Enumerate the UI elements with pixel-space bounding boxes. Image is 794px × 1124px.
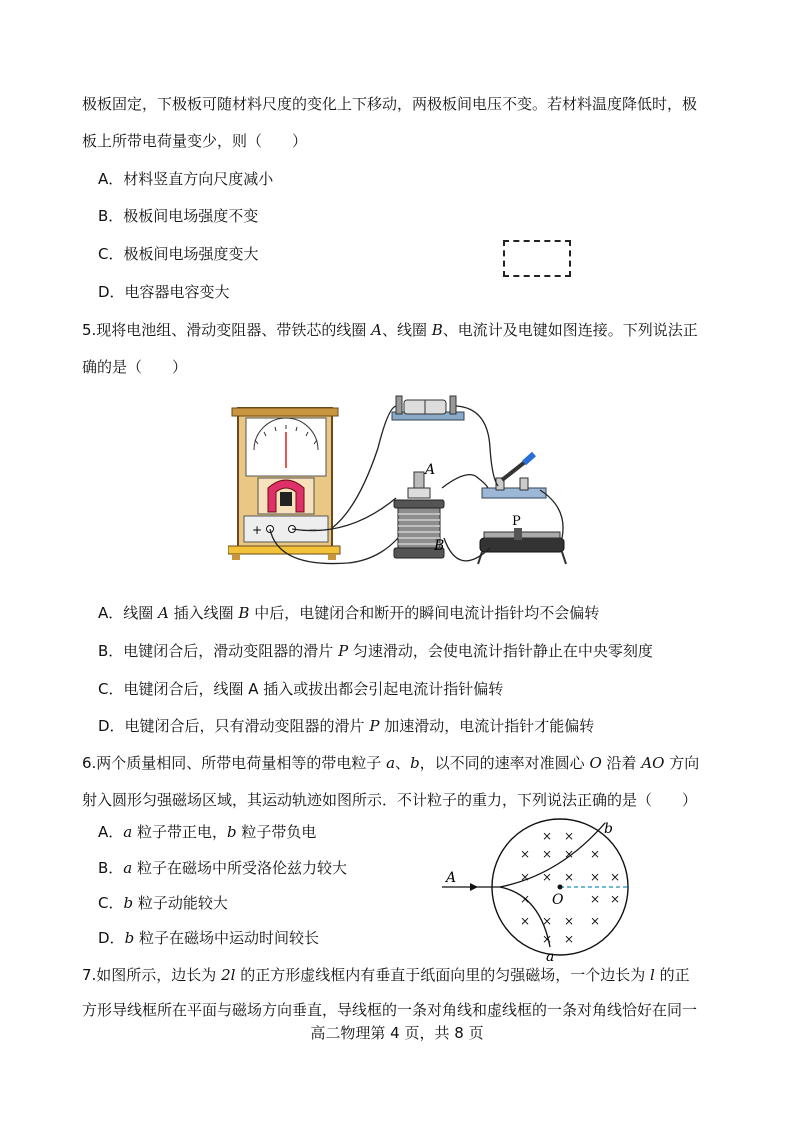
svg-text:×: × <box>610 892 621 906</box>
galvanometer <box>228 408 340 560</box>
svg-text:×: × <box>610 870 621 884</box>
q5-text-line2: 确的是（ ） <box>82 358 188 376</box>
label-exit-a: a <box>546 949 555 965</box>
q6-option-c: C．b 粒子动能较大 <box>98 894 228 912</box>
q6-text-line2: 射入圆形匀强磁场区域，其运动轨迹如图所示．不计粒子的重力，下列说法正确的是（ ） <box>82 791 698 809</box>
q5-option-a: A．线圈 A 插入线圈 B 中后，电键闭合和断开的瞬间电流计指针均不会偏转 <box>98 604 600 622</box>
q4-text-line2: 板上所带电荷量变少，则（ ） <box>82 132 308 150</box>
svg-text:×: × <box>590 847 601 861</box>
label-slider-p: P <box>512 514 521 529</box>
svg-text:×: × <box>564 847 575 861</box>
svg-text:×: × <box>564 914 575 928</box>
svg-text:×: × <box>520 914 531 928</box>
q5-option-d: D．电键闭合后，只有滑动变阻器的滑片 P 加速滑动，电流计指针才能偏转 <box>98 717 595 735</box>
svg-text:×: × <box>542 829 553 843</box>
q4-option-b: B．极板间电场强度不变 <box>98 207 259 225</box>
svg-text:×: × <box>590 892 601 906</box>
battery <box>392 396 464 420</box>
svg-text:×: × <box>564 932 575 946</box>
q4-option-a: A．材料竖直方向尺度减小 <box>98 170 274 188</box>
q6-option-a: A．a 粒子带正电，b 粒子带负电 <box>98 823 317 841</box>
svg-text:×: × <box>564 870 575 884</box>
svg-text:×: × <box>542 847 553 861</box>
q4-option-d: D．电容器电容变大 <box>98 283 230 301</box>
svg-text:×: × <box>520 870 531 884</box>
q5-option-c: C．电键闭合后，线圈 A 插入或拔出都会引起电流计指针偏转 <box>98 680 504 698</box>
q5-text-line1: 5.现将电池组、滑动变阻器、带铁芯的线圈 A、线圈 B、电流计及电键如图连接。下列说法正 <box>82 321 698 339</box>
label-coil-b: B <box>434 538 445 554</box>
dashed-box <box>503 240 571 277</box>
svg-text:−: − <box>308 523 319 537</box>
label-coil-a: A <box>425 462 436 478</box>
q6-option-d: D．b 粒子在磁场中运动时间较长 <box>98 929 319 947</box>
label-center-o: O <box>552 892 564 908</box>
svg-text:×: × <box>542 914 553 928</box>
label-entry-a: A <box>446 870 457 886</box>
svg-text:×: × <box>520 892 531 906</box>
q4-text-line1: 极板固定，下极板可随材料尺度的变化上下移动，两极板间电压不变。若材料温度降低时，极 <box>82 95 698 113</box>
svg-text:×: × <box>520 847 531 861</box>
svg-text:×: × <box>542 932 553 946</box>
rheostat <box>478 528 566 564</box>
label-exit-b: b <box>604 821 613 837</box>
svg-text:×: × <box>542 870 553 884</box>
svg-text:×: × <box>564 829 575 843</box>
q7-text-line1: 7.如图所示，边长为 2l 的正方形虚线框内有垂直于纸面向里的匀强磁场，一个边长为 l 的正 <box>82 966 690 984</box>
svg-text:×: × <box>590 870 601 884</box>
page-footer: 高二物理第 4 页，共 8 页 <box>310 1024 484 1042</box>
q6-option-b: B．a 粒子在磁场中所受洛伦兹力较大 <box>98 859 348 877</box>
q4-option-c: C．极板间电场强度变大 <box>98 245 259 263</box>
svg-text:+: + <box>252 523 263 537</box>
q6-text-line1: 6.两个质量相同、所带电荷量相等的带电粒子 a、b，以不同的速率对准圆心 O 沿着 AO 方向 <box>82 754 700 772</box>
q5-option-b: B．电键闭合后，滑动变阻器的滑片 P 匀速滑动，会使电流计指针静止在中央零刻度 <box>98 642 653 660</box>
q7-text-line2: 方形导线框所在平面与磁场方向垂直，导线框的一条对角线和虚线框的一条对角线恰好在同一 <box>82 1001 698 1019</box>
svg-text:×: × <box>590 914 601 928</box>
q5-circuit-figure <box>228 388 578 588</box>
q6-magnetic-field-figure <box>440 815 640 965</box>
